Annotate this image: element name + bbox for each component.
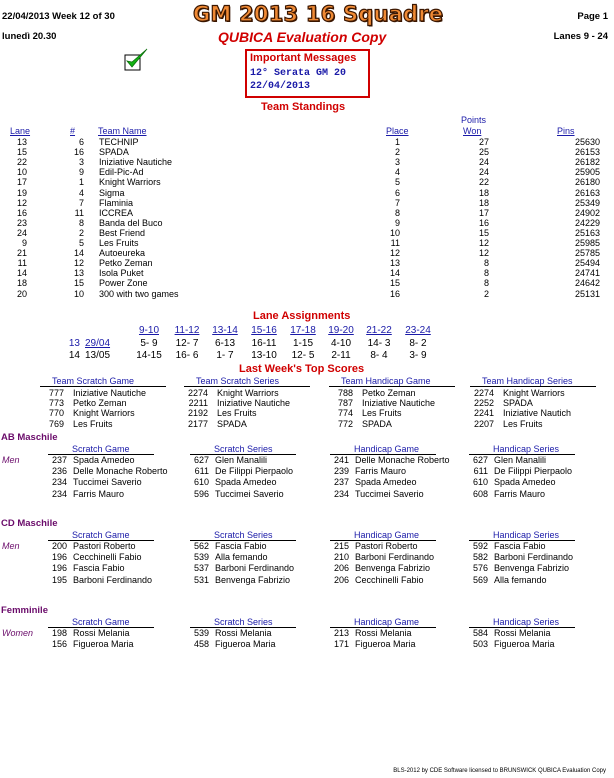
lane-pair-header: 19-20 bbox=[328, 325, 354, 336]
top-score-name: Knight Warriors bbox=[217, 388, 279, 398]
category-player: Alla femando bbox=[494, 574, 547, 585]
standings-cell: 17 bbox=[478, 207, 489, 218]
standings-cell: 25131 bbox=[574, 288, 600, 299]
standings-cell: 11 bbox=[74, 207, 84, 218]
top-score-value: 2207 bbox=[473, 418, 494, 429]
category-score: 610 bbox=[193, 477, 209, 488]
standings-cell: 25349 bbox=[574, 197, 600, 208]
category-player: Cecchinelli Fabio bbox=[355, 574, 424, 585]
standings-cell: 13 bbox=[16, 137, 27, 147]
standings-title: Team Standings bbox=[261, 101, 346, 113]
category-score: 562 bbox=[193, 541, 209, 551]
lane-assignment-cell: 1- 7 bbox=[216, 350, 234, 361]
lane-date: 13/05 bbox=[85, 350, 111, 361]
standings-col-won: Won bbox=[463, 126, 482, 136]
standings-cell: 26182 bbox=[574, 157, 600, 168]
standings-cell: 15 bbox=[478, 227, 489, 238]
category-player: Farris Mauro bbox=[494, 488, 546, 499]
lane-assignment-cell: 1-15 bbox=[292, 338, 313, 349]
lane-pair-header: 15-16 bbox=[251, 325, 277, 336]
standings-cell: 24 bbox=[16, 227, 27, 238]
standings-cell: 7 bbox=[78, 197, 84, 208]
lane-pair-header: 17-18 bbox=[290, 325, 316, 336]
top-score-column-title: Team Scratch Series bbox=[196, 376, 280, 386]
category-score: 584 bbox=[472, 628, 488, 638]
category-column-title: Handicap Game bbox=[354, 617, 420, 627]
category-label: Men bbox=[2, 455, 20, 465]
top-score-column-title: Team Scratch Game bbox=[52, 376, 135, 386]
standings-cell: TECHNIP bbox=[99, 137, 139, 147]
standings-cell: 18 bbox=[478, 197, 489, 208]
lane-pair-header: 21-22 bbox=[366, 325, 392, 336]
green-checkmark-icon bbox=[124, 47, 150, 73]
category-column-title: Scratch Series bbox=[214, 530, 273, 540]
top-score-value: 777 bbox=[48, 388, 64, 398]
category-player: Tuccimei Saverio bbox=[73, 477, 142, 488]
category-score: 610 bbox=[472, 477, 488, 488]
category-player: Spada Amedeo bbox=[494, 477, 556, 488]
category-score: 196 bbox=[51, 552, 67, 563]
category-player: Spada Amedeo bbox=[73, 455, 135, 465]
standings-cell: 14 bbox=[16, 268, 27, 279]
top-score-value: 769 bbox=[48, 418, 64, 429]
category-score: 627 bbox=[472, 455, 488, 465]
category-player: Pastori Roberto bbox=[73, 541, 136, 551]
day-time: lunedì 20.30 bbox=[2, 31, 57, 42]
category-player: Rossi Melania bbox=[494, 628, 551, 638]
standings-col-lane: Lane bbox=[10, 126, 31, 136]
category-score: 206 bbox=[333, 563, 349, 574]
standings-cell: Knight Warriors bbox=[99, 177, 161, 188]
standings-cell: 24229 bbox=[574, 217, 600, 228]
category-score: 611 bbox=[473, 466, 488, 477]
category-score: 539 bbox=[193, 628, 209, 638]
standings-cell: 7 bbox=[394, 197, 400, 208]
category-player: Barboni Ferdinando bbox=[73, 574, 153, 585]
standings-cell: 2 bbox=[483, 288, 489, 299]
category-player: De Filippi Pierpaolo bbox=[494, 466, 573, 477]
lane-assignment-cell: 14- 3 bbox=[367, 338, 391, 349]
standings-cell: 25785 bbox=[574, 248, 600, 259]
category-score: 196 bbox=[51, 563, 67, 574]
top-score-column-title: Team Handicap Game bbox=[341, 376, 431, 386]
category-score: 195 bbox=[51, 574, 67, 585]
standings-cell: 9 bbox=[394, 217, 400, 228]
standings-cell: 25 bbox=[478, 147, 489, 158]
top-score-name: Knight Warriors bbox=[73, 408, 135, 419]
top-scores-title: Last Week's Top Scores bbox=[239, 363, 365, 375]
messages-title: Important Messages bbox=[250, 52, 357, 64]
top-score-name: Iniziative Nautiche bbox=[73, 388, 147, 398]
top-score-value: 2274 bbox=[187, 388, 208, 398]
standings-cell: 22 bbox=[478, 177, 489, 188]
category-player: Fascia Fabio bbox=[73, 563, 125, 574]
category-player: Benvenga Fabrizio bbox=[355, 563, 431, 574]
category-column-title: Handicap Game bbox=[354, 530, 420, 540]
category-player: Cecchinelli Fabio bbox=[73, 552, 142, 563]
standings-col-teamname: Team Name bbox=[98, 126, 147, 136]
lane-assignments-title: Lane Assignments bbox=[253, 310, 351, 322]
standings-cell: Banda del Buco bbox=[99, 217, 163, 228]
standings-cell: 8 bbox=[78, 217, 84, 228]
category-player: Figueroa Maria bbox=[355, 639, 416, 650]
evaluation-copy: QUBICA Evaluation Copy bbox=[218, 29, 387, 45]
standings-cell: 25163 bbox=[574, 227, 600, 238]
lane-assignment-cell: 16-11 bbox=[251, 338, 277, 349]
top-score-name: Knight Warriors bbox=[503, 388, 565, 398]
standings-cell: 12 bbox=[389, 248, 400, 259]
category-score: 156 bbox=[51, 639, 67, 650]
standings-cell: 16 bbox=[73, 147, 84, 158]
page-number: Page 1 bbox=[577, 11, 608, 22]
category-score: 198 bbox=[51, 628, 67, 638]
top-score-name: Les Fruits bbox=[217, 408, 257, 419]
category-column-title: Scratch Game bbox=[72, 617, 130, 627]
standings-cell: SPADA bbox=[99, 147, 129, 158]
standings-cell: 4 bbox=[78, 187, 84, 198]
lane-pair-header: 13-14 bbox=[212, 325, 238, 336]
standings-cell: 13 bbox=[73, 268, 84, 279]
category-score: 200 bbox=[51, 541, 67, 551]
category-label: Men bbox=[2, 541, 20, 551]
top-score-name: Iniziative Nautiche bbox=[362, 398, 436, 409]
category-score: 234 bbox=[333, 488, 349, 499]
top-score-value: 772 bbox=[337, 418, 353, 429]
standings-cell: 18 bbox=[478, 187, 489, 198]
category-score: 213 bbox=[333, 628, 349, 638]
standings-cell: 14 bbox=[73, 248, 84, 259]
category-score: 582 bbox=[472, 552, 488, 563]
top-score-value: 2192 bbox=[187, 408, 208, 419]
standings-cell: 23 bbox=[16, 217, 27, 228]
category-player: Spada Amedeo bbox=[215, 477, 277, 488]
category-player: Farris Mauro bbox=[355, 466, 407, 477]
standings-cell: 16 bbox=[16, 207, 27, 218]
standings-cell: 300 with two games bbox=[99, 288, 179, 299]
category-score: 171 bbox=[333, 639, 349, 650]
lane-assignment-cell: 12- 7 bbox=[175, 338, 199, 349]
date-week: 22/04/2013 Week 12 of 30 bbox=[2, 11, 115, 22]
top-score-underline bbox=[329, 386, 455, 387]
standings-cell: Power Zone bbox=[99, 278, 148, 289]
standings-cell: 24 bbox=[478, 167, 489, 178]
top-score-name: SPADA bbox=[217, 418, 247, 429]
top-score-underline bbox=[470, 386, 596, 387]
standings-cell: 6 bbox=[394, 187, 400, 198]
category-player: Rossi Melania bbox=[73, 628, 130, 638]
top-score-underline bbox=[184, 386, 310, 387]
points-label: Points bbox=[461, 115, 487, 125]
standings-cell: 21 bbox=[16, 248, 27, 259]
standings-cell: 4 bbox=[394, 167, 400, 178]
standings-cell: 15 bbox=[389, 278, 400, 289]
standings-cell: 17 bbox=[16, 177, 27, 188]
standings-cell: 25905 bbox=[574, 167, 600, 178]
category-score: 608 bbox=[472, 488, 488, 499]
top-score-value: 774 bbox=[337, 408, 353, 419]
standings-cell: 25494 bbox=[574, 258, 600, 269]
standings-cell: 10 bbox=[389, 227, 400, 238]
standings-cell: 18 bbox=[16, 278, 27, 289]
category-player: Alla femando bbox=[215, 552, 268, 563]
standings-cell: Isola Puket bbox=[99, 268, 144, 279]
category-column-title: Handicap Series bbox=[493, 530, 560, 540]
category-player: Barboni Ferdinando bbox=[215, 563, 295, 574]
category-score: 531 bbox=[193, 574, 209, 585]
standings-cell: 2 bbox=[394, 147, 400, 158]
standings-cell: ICCREA bbox=[99, 207, 134, 218]
lane-assignment-cell: 8- 2 bbox=[409, 338, 427, 349]
category-player: Rossi Melania bbox=[355, 628, 412, 638]
category-player: Figueroa Maria bbox=[215, 639, 276, 650]
standings-cell: Iniziative Nautiche bbox=[99, 157, 173, 168]
standings-cell: 24902 bbox=[574, 207, 600, 218]
category-column-title: Handicap Series bbox=[493, 444, 560, 454]
category-score: 539 bbox=[193, 552, 209, 563]
category-title: CD Maschile bbox=[1, 518, 58, 529]
standings-cell: 24642 bbox=[574, 278, 600, 289]
category-score: 206 bbox=[333, 574, 349, 585]
standings-cell: 22 bbox=[16, 157, 27, 168]
standings-cell: 26153 bbox=[574, 147, 600, 158]
top-score-name: SPADA bbox=[503, 398, 533, 409]
standings-cell: Sigma bbox=[99, 187, 125, 198]
lane-assignment-cell: 3- 9 bbox=[409, 350, 427, 361]
category-column-title: Handicap Game bbox=[354, 444, 420, 454]
category-column-title: Handicap Series bbox=[493, 617, 560, 627]
lane-assignment-cell: 6-13 bbox=[214, 338, 235, 349]
category-player: Spada Amedeo bbox=[355, 477, 417, 488]
category-score: 241 bbox=[333, 455, 349, 465]
category-score: 236 bbox=[51, 466, 67, 477]
standings-cell: 3 bbox=[78, 157, 84, 168]
standings-cell: 25985 bbox=[574, 238, 600, 248]
standings-cell: 12 bbox=[16, 197, 27, 208]
category-score: 537 bbox=[193, 563, 209, 574]
standings-col-place: Place bbox=[386, 126, 409, 136]
category-column-title: Scratch Game bbox=[72, 530, 130, 540]
standings-cell: 12 bbox=[478, 238, 489, 248]
category-player: Tuccimei Saverio bbox=[215, 488, 284, 499]
category-score: 239 bbox=[333, 466, 349, 477]
standings-cell: 8 bbox=[394, 207, 400, 218]
standings-cell: 10 bbox=[73, 288, 84, 299]
standings-col-: # bbox=[70, 126, 76, 136]
category-player: Benvenga Fabrizio bbox=[494, 563, 570, 574]
top-score-value: 2241 bbox=[473, 408, 494, 419]
footer-license: BLS-2012 by CDE Software licensed to BRUNSWICK QUBICA Evaluation Copy bbox=[393, 768, 606, 774]
standings-cell: 8 bbox=[483, 258, 489, 269]
standings-cell: Les Fruits bbox=[99, 238, 139, 248]
standings-cell: 16 bbox=[389, 288, 400, 299]
standings-cell: 8 bbox=[483, 278, 489, 289]
top-score-value: 788 bbox=[337, 388, 353, 398]
category-score: 627 bbox=[193, 455, 209, 465]
lane-assignment-cell: 14-15 bbox=[136, 350, 162, 361]
category-score: 596 bbox=[193, 488, 209, 499]
standings-cell: 3 bbox=[394, 157, 400, 168]
lane-pair-header: 11-12 bbox=[174, 325, 200, 336]
category-player: Fascia Fabio bbox=[494, 541, 546, 551]
standings-cell: 26163 bbox=[574, 187, 600, 198]
category-score: 210 bbox=[333, 552, 349, 563]
standings-cell: 9 bbox=[21, 238, 27, 248]
category-column-title: Scratch Series bbox=[214, 617, 273, 627]
standings-cell: 24741 bbox=[574, 268, 600, 279]
top-score-name: Les Fruits bbox=[503, 418, 543, 429]
standings-cell: 16 bbox=[478, 217, 489, 228]
top-score-name: Iniziative Nautiche bbox=[217, 398, 291, 409]
standings-cell: Best Friend bbox=[99, 227, 146, 238]
standings-col-pins: Pins bbox=[557, 126, 575, 136]
league-title: GM 2013 16 Squadre bbox=[193, 2, 444, 26]
standings-cell: 5 bbox=[78, 238, 84, 248]
lane-assignment-cell: 13-10 bbox=[251, 350, 277, 361]
top-score-value: 2211 bbox=[188, 398, 208, 409]
lane-assignment-cell: 2-11 bbox=[331, 350, 351, 361]
top-score-name: SPADA bbox=[362, 418, 392, 429]
standings-cell: 26180 bbox=[574, 177, 600, 188]
category-player: Glen Manalili bbox=[215, 455, 268, 465]
lane-week: 14 bbox=[68, 350, 80, 361]
category-score: 569 bbox=[472, 574, 488, 585]
standings-cell: 14 bbox=[389, 268, 400, 279]
category-column-title: Scratch Game bbox=[72, 444, 130, 454]
standings-cell: Petko Zeman bbox=[99, 258, 153, 269]
standings-cell: 9 bbox=[78, 167, 84, 178]
standings-cell: 8 bbox=[483, 268, 489, 279]
standings-cell: 20 bbox=[16, 288, 27, 299]
top-score-name: Petko Zeman bbox=[362, 388, 416, 398]
lane-assignment-cell: 16- 6 bbox=[175, 350, 199, 361]
top-score-column-title: Team Handicap Series bbox=[482, 376, 573, 386]
category-score: 458 bbox=[193, 639, 209, 650]
message-line-1: 12° Serata GM 20 bbox=[250, 68, 347, 79]
standings-cell: 1 bbox=[394, 137, 400, 147]
category-player: Rossi Melania bbox=[215, 628, 272, 638]
standings-cell: 11 bbox=[17, 258, 27, 269]
standings-cell: 27 bbox=[478, 137, 489, 147]
lane-week: 13 bbox=[68, 338, 80, 349]
category-score: 611 bbox=[194, 466, 209, 477]
standings-cell: 15 bbox=[73, 278, 84, 289]
top-score-value: 773 bbox=[48, 398, 64, 409]
category-score: 234 bbox=[51, 477, 67, 488]
standings-cell: Edil-Pic-Ad bbox=[99, 167, 144, 178]
top-score-name: Petko Zeman bbox=[73, 398, 127, 409]
standings-cell: 1 bbox=[78, 177, 84, 188]
category-title: Femminile bbox=[1, 605, 48, 616]
standings-cell: 19 bbox=[16, 187, 27, 198]
standings-cell: 5 bbox=[394, 177, 400, 188]
standings-cell: 25630 bbox=[574, 137, 600, 147]
lane-assignment-cell: 4-10 bbox=[330, 338, 351, 349]
important-messages-box bbox=[245, 49, 370, 98]
category-player: Fascia Fabio bbox=[215, 541, 267, 551]
category-player: De Filippi Pierpaolo bbox=[215, 466, 294, 477]
standings-cell: 6 bbox=[78, 137, 84, 147]
category-player: Delle Monache Roberto bbox=[355, 455, 450, 465]
category-player: Glen Manalili bbox=[494, 455, 547, 465]
category-player: Farris Mauro bbox=[73, 488, 125, 499]
top-score-value: 2177 bbox=[187, 418, 208, 429]
category-player: Pastori Roberto bbox=[355, 541, 418, 551]
standings-cell: 10 bbox=[16, 167, 27, 178]
top-score-name: Iniziative Nautich bbox=[503, 408, 572, 419]
top-score-name: Les Fruits bbox=[362, 408, 402, 419]
lane-date: 29/04 bbox=[85, 338, 111, 349]
category-player: Delle Monache Roberto bbox=[73, 466, 168, 477]
category-column-title: Scratch Series bbox=[214, 444, 273, 454]
category-score: 576 bbox=[472, 563, 488, 574]
category-score: 592 bbox=[472, 541, 488, 551]
standings-cell: 12 bbox=[478, 248, 489, 259]
category-score: 503 bbox=[472, 639, 488, 650]
standings-cell: Autoeureka bbox=[99, 248, 146, 259]
top-score-underline bbox=[40, 386, 166, 387]
top-score-value: 2252 bbox=[473, 398, 494, 409]
category-score: 237 bbox=[333, 477, 349, 488]
standings-cell: 13 bbox=[389, 258, 400, 269]
top-score-name: Les Fruits bbox=[73, 418, 113, 429]
lane-assignment-cell: 8- 4 bbox=[370, 350, 388, 361]
category-score: 215 bbox=[333, 541, 349, 551]
lane-assignment-cell: 12- 5 bbox=[291, 350, 315, 361]
category-player: Tuccimei Saverio bbox=[355, 488, 424, 499]
category-player: Barboni Ferdinando bbox=[355, 552, 435, 563]
lane-pair-header: 23-24 bbox=[405, 325, 431, 336]
top-score-value: 770 bbox=[48, 408, 64, 419]
category-player: Benvenga Fabrizio bbox=[215, 574, 291, 585]
standings-cell: Flaminia bbox=[99, 197, 134, 208]
standings-cell: 24 bbox=[478, 157, 489, 168]
category-score: 237 bbox=[51, 455, 67, 465]
category-player: Figueroa Maria bbox=[494, 639, 555, 650]
standings-cell: 15 bbox=[16, 147, 27, 158]
category-player: Figueroa Maria bbox=[73, 639, 134, 650]
category-score: 234 bbox=[51, 488, 67, 499]
category-player: Barboni Ferdinando bbox=[494, 552, 574, 563]
lane-assignment-cell: 5- 9 bbox=[140, 338, 158, 349]
standings-cell: 2 bbox=[78, 227, 84, 238]
top-score-value: 2274 bbox=[473, 388, 494, 398]
standings-cell: 12 bbox=[73, 258, 84, 269]
lane-pair-header: 9-10 bbox=[138, 325, 159, 336]
category-title: AB Maschile bbox=[1, 432, 58, 443]
message-line-2: 22/04/2013 bbox=[250, 81, 311, 92]
category-label: Women bbox=[2, 628, 34, 638]
lanes-range: Lanes 9 - 24 bbox=[553, 31, 608, 42]
top-score-value: 787 bbox=[337, 398, 353, 409]
standings-cell: 11 bbox=[390, 238, 400, 248]
